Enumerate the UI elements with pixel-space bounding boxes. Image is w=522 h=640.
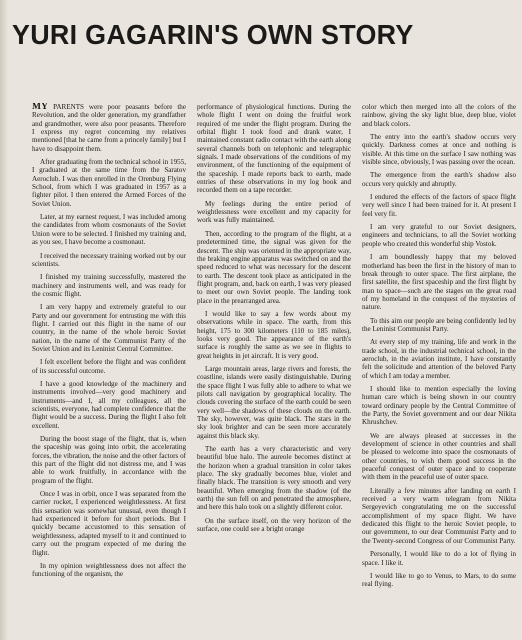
paragraph: Personally, I would like to do a lot of flying in space. I like it. <box>362 550 516 567</box>
article-body <box>32 103 516 640</box>
dropcap: MY <box>32 103 49 112</box>
paragraph: The entry into the earth's shadow occurs very quickly. Darkness comes at once and nothing is visible. At this time on the surface I saw nothing was visible since, obviously, I was passing over the ocean. <box>362 133 516 167</box>
paragraph: I have a good knowledge of the machinery and instruments involved—very good machinery and instruments—and I, all my colleagues, all the scientists, everyone, had complete confidence that the flight would be a success. During the flight I also felt excellent. <box>32 379 186 430</box>
paragraph: On the surface itself, on the very horizon of the surface, one could see a bright orange <box>197 516 351 534</box>
paragraph: I received the necessary training worked out by our scientists. <box>32 251 186 268</box>
paragraph: The emergence from the earth's shadow also occurs very quickly and abruptly. <box>362 171 516 188</box>
paragraph: I should like to mention especially the loving human care which is being shown in our country toward ordinary people by the Central Committee of the Party, the Soviet government and our dear Nikita Khrushchev. <box>362 384 516 427</box>
paragraph: The earth has a very characteristic and very beautiful blue halo. The aureole becomes distinct at the horizon when a gradual transition in color takes place. The sky gradually becomes blue, violet and finally black. The transition is very smooth and very beautiful. When emerging from the shadow (of the earth) the sun fell on and penetrated the atmosphere, and here this halo took on a slightly different color. <box>197 445 351 512</box>
paragraph: Then, according to the program of the flight, at a predetermined time, the signal was given for the descent. The ship was oriented in the appropriate way, the braking engine apparatus was switched on and the speed reduced to what was necessary for the descent to earth. The descent took place as anticipated in the flight program, and, back on earth, I was very pleased to meet our own Soviet people. The landing took place in the prearranged area. <box>197 229 351 305</box>
paragraph: color which then merged into all the colors of the rainbow, giving the sky light blue, deep blue, violet and black colors. <box>362 103 516 128</box>
paragraph: Once I was in orbit, once I was separated from the carrier rocket, I experienced weightlessness. At first this sensation was somewhat unusual, even though I had experienced it before for short periods. But I quickly became accustomed to this sensation of weightlessness, adapted myself to it and continued to carry out the program expected of me during the flight. <box>32 490 186 557</box>
paragraph: I am very happy and extremely grateful to our Party and our government for entrusting me with this flight. I carried out this flight in the name of our country, in the name of the whole heroic Soviet nation, in the name of the Communist Party of the Soviet Union and its Leninist Central Committee. <box>32 303 186 353</box>
article-title: YURI GAGARIN'S OWN STORY <box>12 19 414 50</box>
paragraph: I finished my training successfully, mastered the machinery and instruments well, and was ready for the cosmic flight. <box>32 273 186 298</box>
paragraph: I endured the effects of the factors of space flight very well since I had been trained for it. At present I feel very fit. <box>362 193 516 218</box>
paragraph: During the boost stage of the flight, that is, when the spaceship was going into orbit, the accelerating forces, the vibration, the noise and the other factors of this part of the flight did not distress me, and I was able to work fruitfully, in accordance with the program of the flight. <box>32 435 186 485</box>
paragraph: I felt excellent before the flight and was confident of its successful outcome. <box>32 358 186 375</box>
column-3 <box>362 103 516 640</box>
paragraph: Literally a few minutes after landing on earth I received a very warm telegram from Nikita Sergeyevich congratulating me on the successful accomplishment of my space flight. We have dedicated this flight to the heroic Soviet people, to our government, to our dear Communist Party and to the Twenty-second Congress of our Communist Party. <box>362 486 516 545</box>
page-edge-shadow <box>0 0 8 640</box>
paragraph: I would like to say a few words about my observations while in space. The earth, from this height, 175 to 300 kilometers (110 to 185 miles), looks very good. The appearance of the earth's surface is roughly the same as we see in flights to great heights in jet aircraft. It is very good. <box>197 309 351 360</box>
paragraph: I am boundlessly happy that my beloved motherland has been the first in the history of man to break through to outer space. The first airplane, the first satellite, the first spaceship and the first flight by man to space—such are the stages on the great road of my homeland in the conquest of the mysteries of nature. <box>362 253 516 312</box>
paragraph: At every step of my training, life and work in the trade school, in the industrial technical school, in the aeroclub, in the aviation institute, I have constantly felt the solicitude and attention of the beloved Party of which I am today a member. <box>362 338 516 380</box>
paragraph: I am very grateful to our Soviet designers, engineers and technicians, to all the Soviet working people who created this wonderful ship Vostok. <box>362 223 516 248</box>
paragraph: performance of physiological functions. During the whole flight I went on doing the fruitful work required of me under the flight program. During the orbital flight I took food and drank water, I maintained constant radio contact with the earth along several channels both on telephonic and telegraphic signals. I made observations of the conditions of my environment, of the functioning of the equipment of the spaceship. I made reports back to earth, made entries of these observations in my log book and recorded them on a tape recorder. <box>197 103 351 195</box>
paragraph: We are always pleased at successes in the development of science in other countries and shall be pleased to welcome into space the cosmonauts of other countries, to wish them good success in the peaceful conquest of outer space and to cooperate with them in the peaceful use of outer space. <box>362 431 516 482</box>
paragraph: I would like to go to Venus, to Mars, to do some real flying. <box>362 571 516 589</box>
paragraph: Large mountain areas, large rivers and forests, the coastline, islands were easily distinguishable. During the space flight I was fully able to adhere to what we pilots call navigation by geographical locality. The clouds covering the surface of the earth could be seen very well—the shadows of these clouds on the earth. The sky, however, was quite black. The stars in the sky look brighter and can be seen more accurately against this black sky. <box>197 364 351 440</box>
column-1 <box>32 103 186 640</box>
paragraph: Later, at my earnest request, I was included among the candidates from whom cosmonauts of the Soviet Union were to be selected. I finished my training and, as you see, I have become a cosmonaut. <box>32 213 186 247</box>
paragraph: My feelings during the entire period of weightlessness were excellent and my capacity for work was fully maintained. <box>197 199 351 225</box>
paragraph: In my opinion weightlessness does not affect the functioning of the organism, the <box>32 561 186 579</box>
lead-paragraph: MY PARENTS were poor peasants before the Revolution, and the older generation, my grandfather and grandmother, were also poor peasants. Therefore I express my regret concerning my relatives mentioned [that he came from a princely family] but I have to disappoint them. <box>32 103 186 153</box>
paragraph: To this aim our people are being confidently led by the Leninist Communist Party. <box>362 316 516 333</box>
column-2 <box>197 103 351 640</box>
paragraph: After graduating from the technical school in 1955, I graduated at the same time from the Saratov Aeroclub. I was then enrolled in the Orenburg Flying School, from which I was graduated in 1957 as a fighter pilot. I then entered the Armed Forces of the Soviet Union. <box>32 158 186 208</box>
